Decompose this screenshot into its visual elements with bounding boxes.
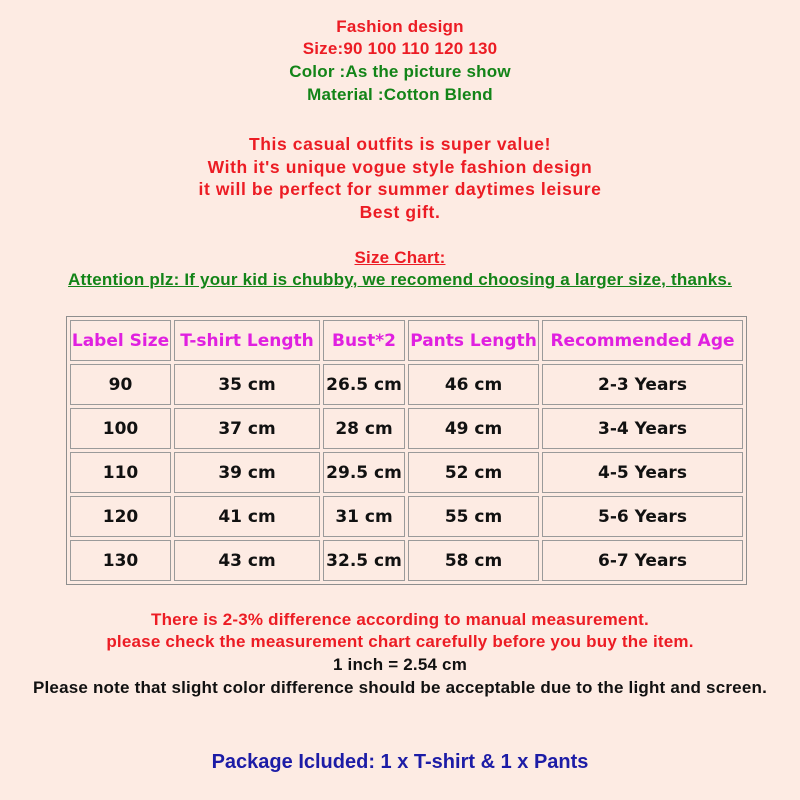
column-header: T-shirt Length	[174, 320, 320, 361]
size-chart-title: Size Chart:	[354, 248, 446, 267]
table-cell: 49 cm	[408, 408, 539, 449]
table-cell: 2-3 Years	[542, 364, 743, 405]
promo-line-3: it will be perfect for summer daytimes leisure	[198, 179, 602, 199]
inch-conversion: 1 inch = 2.54 cm	[332, 655, 468, 674]
table-cell: 52 cm	[408, 452, 539, 493]
measurement-difference-note: There is 2-3% difference according to manual measurement.	[151, 610, 649, 629]
color-difference-note: Please note that slight color difference should be acceptable due to the light and screen.	[32, 678, 768, 697]
column-header: Bust*2	[323, 320, 405, 361]
column-header: Label Size	[70, 320, 171, 361]
table-cell: 90	[70, 364, 171, 405]
package-included: Package Icluded: 1 x T-shirt & 1 x Pants	[211, 751, 589, 773]
table-cell: 58 cm	[408, 540, 539, 581]
color-info: Color :As the picture show	[289, 62, 511, 81]
size-chart-table	[66, 316, 747, 585]
table-cell: 100	[70, 408, 171, 449]
table-cell: 26.5 cm	[323, 364, 405, 405]
attention-note: Attention plz: If your kid is chubby, we recomend choosing a larger size, thanks.	[68, 270, 732, 289]
promo-line-2: With it's unique vogue style fashion design	[207, 157, 593, 177]
table-cell: 46 cm	[408, 364, 539, 405]
table-cell: 28 cm	[323, 408, 405, 449]
table-cell: 3-4 Years	[542, 408, 743, 449]
table-row	[70, 408, 743, 449]
table-cell: 31 cm	[323, 496, 405, 537]
material-info: Material :Cotton Blend	[307, 85, 493, 104]
table-cell: 32.5 cm	[323, 540, 405, 581]
column-header: Pants Length	[408, 320, 539, 361]
table-cell: 110	[70, 452, 171, 493]
promo-line-4: Best gift.	[359, 202, 441, 222]
table-row	[70, 496, 743, 537]
check-chart-note: please check the measurement chart carefully before you buy the item.	[106, 632, 694, 651]
promo-line-1: This casual outfits is super value!	[248, 134, 552, 154]
size-list: Size:90 100 110 120 130	[302, 39, 498, 58]
table-header-row	[70, 320, 743, 361]
table-cell: 130	[70, 540, 171, 581]
product-title: Fashion design	[336, 17, 464, 36]
table-cell: 39 cm	[174, 452, 320, 493]
table-cell: 4-5 Years	[542, 452, 743, 493]
table-cell: 29.5 cm	[323, 452, 405, 493]
table-row	[70, 364, 743, 405]
table-row	[70, 452, 743, 493]
table-cell: 5-6 Years	[542, 496, 743, 537]
table-cell: 35 cm	[174, 364, 320, 405]
table-cell: 37 cm	[174, 408, 320, 449]
table-cell: 43 cm	[174, 540, 320, 581]
table-row	[70, 540, 743, 581]
column-header: Recommended Age	[542, 320, 743, 361]
table-cell: 6-7 Years	[542, 540, 743, 581]
table-cell: 41 cm	[174, 496, 320, 537]
table-cell: 120	[70, 496, 171, 537]
table-cell: 55 cm	[408, 496, 539, 537]
